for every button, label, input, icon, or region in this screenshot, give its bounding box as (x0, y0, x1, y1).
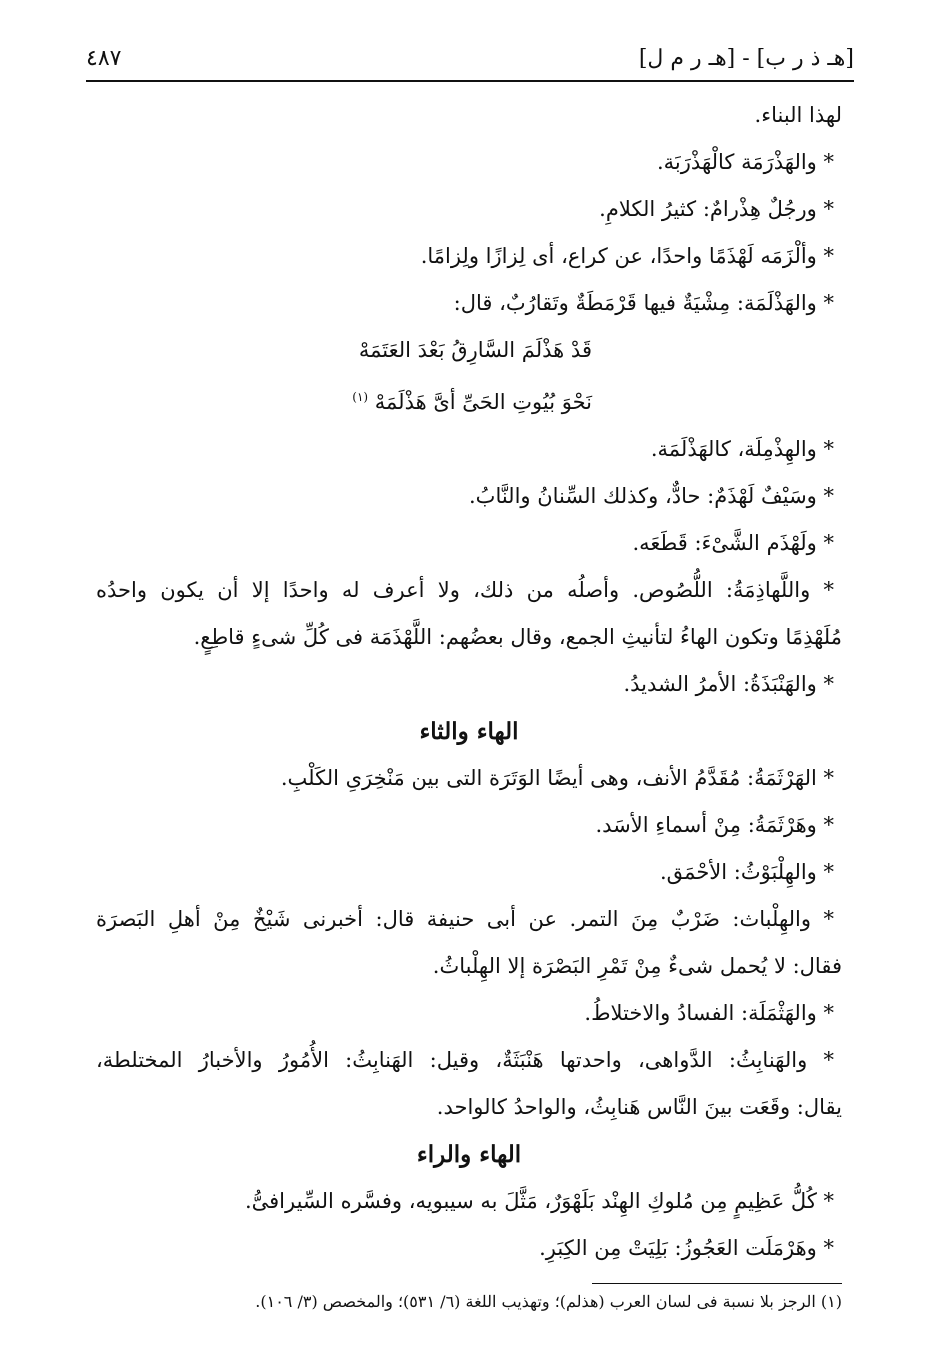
verse-text: نَحْوَ بُيُوتِ الحَىِّ أىَّ هَذْلَمَهْ (374, 390, 592, 414)
header-divider (86, 80, 854, 82)
entry-line: * والهَذْرَمَة كالْهَذْرَبَة. (657, 150, 834, 174)
entry-line: * والهَنابِثُ: الدَّواهى، واحدتها هَنْبَثَةٌ، وقيل: الهَنابِثُ: الأُمُورُ والأخبارُ المختلطة، (96, 1048, 834, 1072)
footnote: (١) الرجز بلا نسبة فى لسان العرب (هذلم)؛ وتهذيب اللغة (٦/ ٥٣١)؛ والمخصص (٣/ ١٠٦). (255, 1292, 842, 1311)
verse-line: قَدْ هَذْلَمَ السَّارِقُ بَعْدَ العَتَمَهْ (358, 338, 592, 362)
verse-line (96, 374, 842, 426)
entry-line: * والهَذْلَمَة: مِشْيَةٌ فيها قَرْمَطَةٌ وتَقارُبٌ، قال: (453, 291, 834, 315)
entry-line: * والهَنْبَذَةُ: الأمرُ الشديدُ. (623, 672, 834, 696)
running-title: [هـ ذ ر ب] - [هـ ر م ل] (638, 45, 854, 71)
main-text (96, 92, 842, 1272)
text-line: لهذا البناء. (754, 103, 842, 127)
entry-line: * ورجُلٌ هِذْرامٌ: كثيرُ الكلامِ. (599, 197, 834, 221)
entry-line: * ولَهْذَم الشَّىْءَ: قَطَعَه. (632, 531, 834, 555)
continuation-line: يقال: وقَعَت بينَ النَّاس هَنابِثُ، والواحدُ كالواحد. (436, 1095, 842, 1119)
continuation-line: مُلَهْذِمًا وتكون الهاءُ لتأنيثِ الجمع، وقال بعضُهم: اللَّهْذَمَة فى كُلِّ شىءٍ قاطِعٍ. (193, 625, 842, 649)
entry-line: * واللَّهاذِمَةُ: اللُّصُوص. وأصلُه من ذلك، ولا أعرف له واحدًا إلا أن يكون واحدُه (96, 578, 834, 602)
page-number: ٤٨٧ (86, 45, 122, 71)
entry-line: * والهِذْمِلَة، كالهَذْلَمَة. (650, 437, 834, 461)
page-header (86, 36, 854, 80)
section-heading: الهاء والراء (416, 1141, 522, 1168)
footnote-marker: (١) (352, 390, 369, 404)
entry-line: * والهِلْبَوْثُ: الأحْمَق. (659, 860, 834, 884)
entry-line: * والهَثْمَلَة: الفسادُ والاختلاطُ. (584, 1001, 834, 1025)
entry-line: * وهَرْثَمَةُ: مِنْ أسماءِ الأسَد. (595, 813, 834, 837)
entry-line: * والهِلْباث: ضَرْبٌ مِنَ التمر. عن أبى حنيفة قال: أخبرنى شَيْخٌ مِنْ أهلِ البَصرَة (96, 907, 834, 931)
footnote-divider (592, 1283, 842, 1284)
entry-line: * وألْزَمَه لَهْذَمًا واحدًا، عن كراع، أى لِزازًا ولِزامًا. (420, 244, 834, 268)
entry-line: * وهَرْمَلَت العَجُوزُ: بَلِيَتْ مِن الكِبَرِ. (539, 1236, 834, 1260)
entry-line: * كُلُّ عَظِيمٍ مِن مُلوكِ الهِنْد بَلَهْوَرٌ، مَثَّلَ به سيبويه، وفسَّره السِّيرافىُّ. (244, 1189, 834, 1213)
section-heading: الهاء والثاء (419, 718, 519, 745)
entry-line: * الهَرْثَمَةُ: مُقَدَّمُ الأنف، وهى أيضًا الوَتَرَة التى بين مَنْخِرَىِ الكَلْبِ. (280, 766, 834, 790)
continuation-line: فقال: لا يُحمل شىءٌ مِنْ تَمْرِ البَصْرَة إلا الهِلْباثُ. (432, 954, 842, 978)
entry-line: * وسَيْفٌ لَهْذَمٌ: حادٌّ، وكذلك السِّنانُ والنَّابُ. (469, 484, 834, 508)
